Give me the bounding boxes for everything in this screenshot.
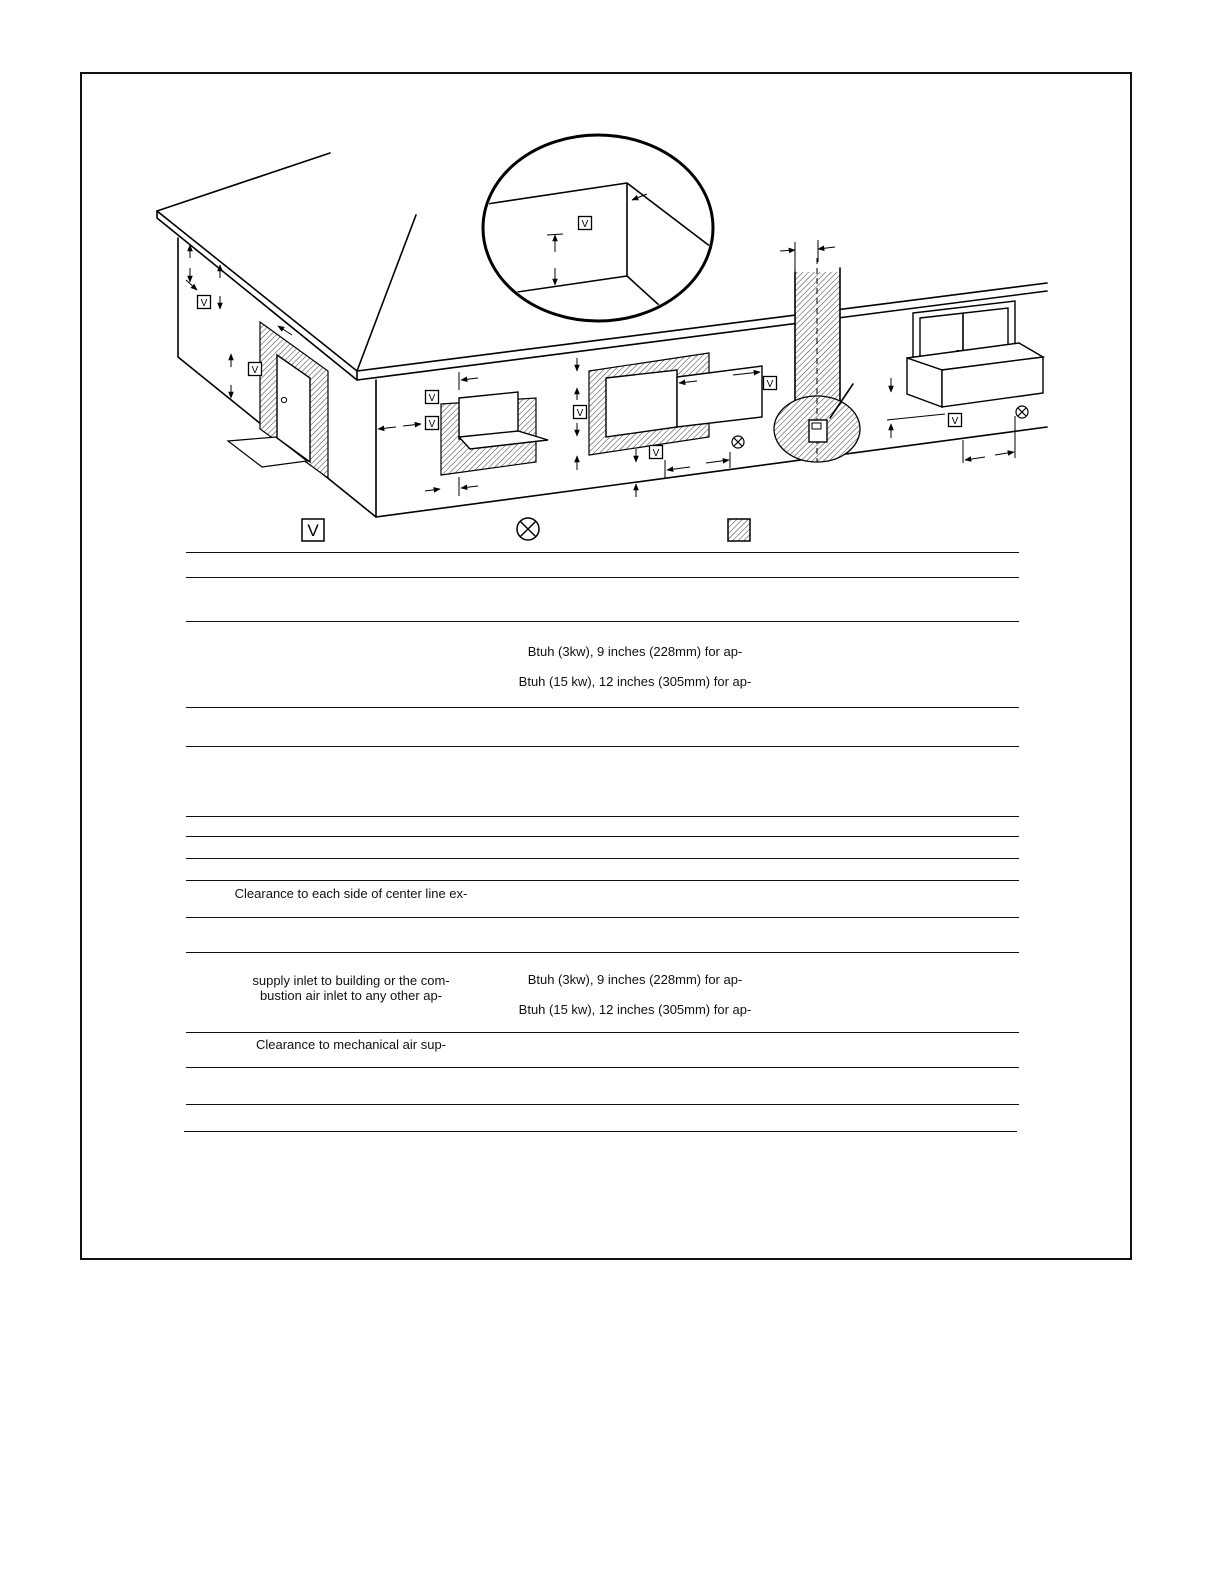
dimension-arrow	[425, 489, 440, 491]
vent-terminal-marker	[198, 296, 211, 309]
vent-marker-label: V	[581, 218, 589, 230]
dimension-arrow	[706, 460, 729, 463]
vent-marker-label: V	[766, 378, 774, 390]
table-row	[186, 1032, 1019, 1068]
table-row	[186, 552, 1019, 578]
vent-marker-label: V	[652, 447, 660, 459]
dimension-arrow	[461, 378, 478, 380]
gas-meter	[809, 420, 827, 442]
dimension-arrow	[378, 427, 396, 429]
boxed-v-icon	[302, 519, 324, 541]
table-row	[186, 917, 1019, 953]
table-cell-left	[216, 886, 486, 901]
door-knob	[281, 397, 286, 402]
table-row	[186, 836, 1019, 859]
vent-marker-label: V	[951, 415, 959, 427]
detail-magnifier	[483, 135, 715, 321]
cell-text: bustion air inlet to any other ap-	[259, 988, 443, 1003]
legend	[302, 518, 750, 541]
cell-text: Btuh (15 kw), 12 inches (305mm) for ap-	[518, 1002, 752, 1017]
vent-terminal-marker	[949, 414, 962, 427]
vent-terminal-marker	[574, 406, 587, 419]
table-row	[186, 880, 1019, 918]
cell-text: supply inlet to building or the com-	[252, 973, 450, 988]
dimension-arrow	[995, 452, 1014, 455]
dimension-arrow	[780, 250, 795, 251]
vent-clearance-diagram	[0, 0, 1224, 560]
table-row	[186, 858, 1019, 881]
table-row	[186, 577, 1019, 622]
vent-terminal-marker	[426, 417, 439, 430]
vent-marker-label: V	[200, 297, 208, 309]
window-pane-left	[606, 370, 677, 437]
dimension-arrow	[461, 486, 478, 488]
hatched-square-icon	[728, 519, 750, 541]
table-cell-middle	[480, 637, 790, 697]
vent-terminal-marker	[764, 377, 777, 390]
roof-top-edge	[157, 153, 330, 211]
cell-text: Btuh (15 kw), 12 inches (305mm) for ap-	[518, 674, 752, 689]
cell-text: Btuh (3kw), 9 inches (228mm) for ap-	[527, 972, 743, 987]
window-pane-right	[677, 366, 762, 427]
roof-side-eave	[157, 211, 357, 380]
vent-stack-area	[774, 258, 860, 462]
dimension-arrow	[186, 280, 197, 290]
dimension-arrow	[667, 467, 690, 470]
table-row	[186, 952, 1019, 1033]
vent-marker-label: V	[428, 418, 436, 430]
table-row	[186, 816, 1019, 837]
table-row	[186, 621, 1019, 708]
table-cell-left	[216, 973, 486, 1003]
table-row	[186, 707, 1019, 747]
awning-window-area	[441, 392, 548, 475]
vent-marker-label: V	[428, 392, 436, 404]
legend-vent-label: V	[307, 521, 319, 540]
cell-text: Clearance to mechanical air sup-	[255, 1036, 447, 1052]
vent-terminal-marker	[579, 217, 592, 230]
table-row	[186, 1067, 1019, 1105]
table-bottom-rule	[184, 1131, 1017, 1132]
table-row	[186, 1104, 1019, 1132]
vent-marker-label: V	[576, 407, 584, 419]
table-cell-middle	[480, 965, 790, 1025]
side-door-area	[228, 322, 328, 478]
vent-terminal-marker	[650, 446, 663, 459]
cell-text: Btuh (3kw), 9 inches (228mm) for ap-	[527, 644, 743, 659]
roof-hip-line	[357, 215, 416, 371]
dimension-arrow	[403, 424, 421, 426]
circled-x-icon	[732, 436, 744, 448]
table-cell-left	[216, 1037, 486, 1052]
cell-text: Clearance to each side of center line ex-	[234, 885, 468, 901]
patio-door-area	[907, 301, 1043, 407]
vent-marker-label: V	[251, 364, 259, 376]
vent-terminal-marker	[249, 363, 262, 376]
dimension-arrow	[965, 457, 985, 460]
circled-x-icon	[1016, 406, 1028, 418]
vent-terminal-marker	[426, 391, 439, 404]
dimension-arrow	[278, 326, 292, 335]
circled-x-icon	[517, 518, 539, 540]
table-row	[186, 746, 1019, 817]
dimension-arrow	[818, 247, 835, 249]
